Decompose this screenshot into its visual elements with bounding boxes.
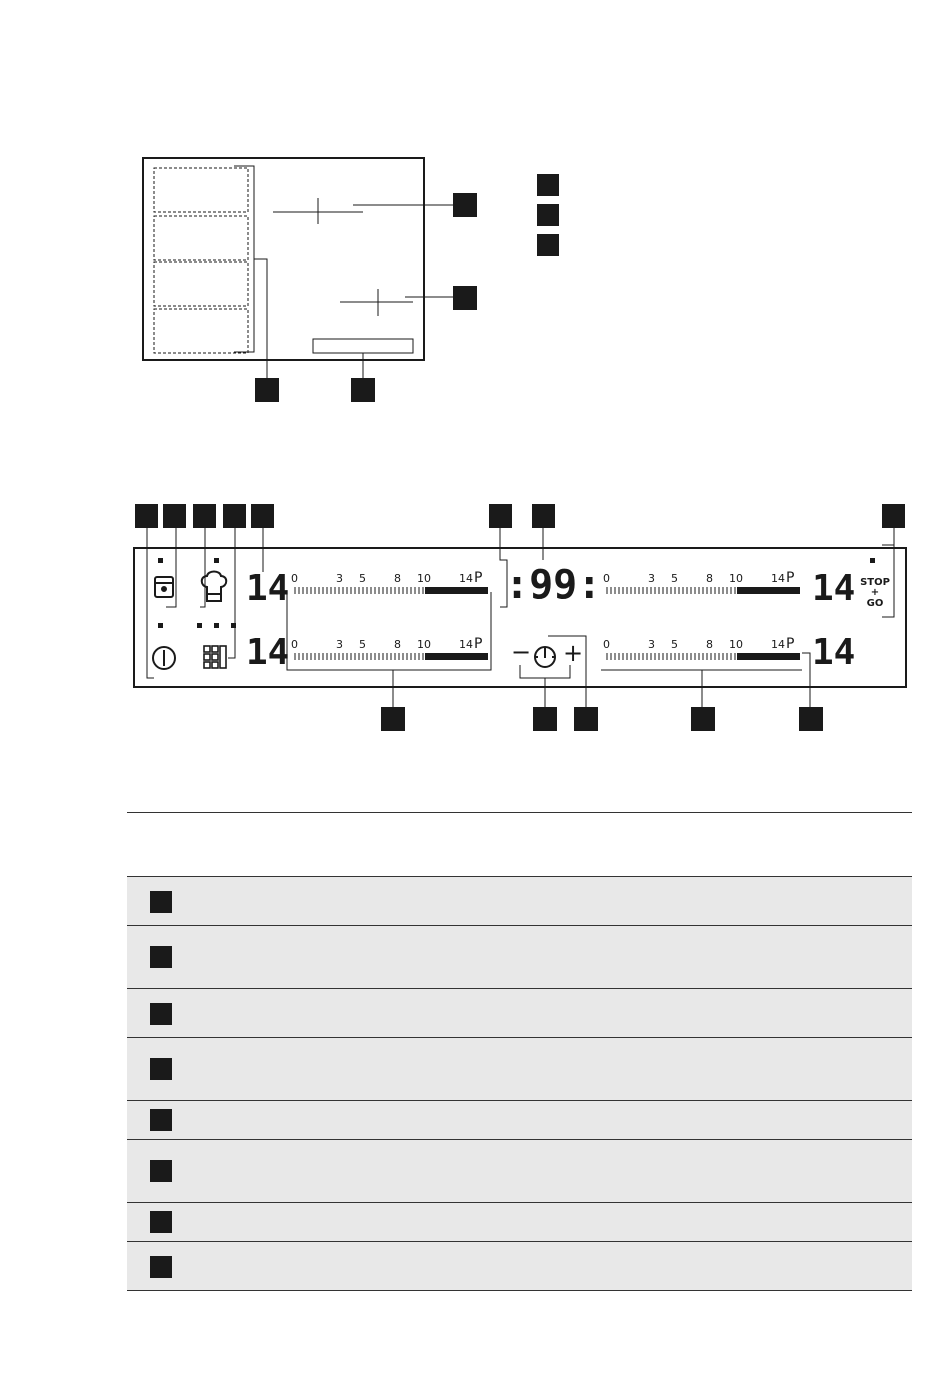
power-level-display: 14 [812, 632, 856, 673]
marker-top-6 [489, 504, 512, 528]
heat-scale-label: 8 [706, 638, 713, 651]
zone-1 [154, 168, 248, 212]
stop-go-label-top[interactable]: STOP [860, 577, 890, 588]
power-level-display: 14 [246, 632, 290, 673]
control-panel-diagram [0, 490, 950, 740]
cooking-zones-icon [204, 646, 226, 668]
heat-scale-label: 8 [394, 572, 401, 585]
legend-marker-2 [537, 204, 559, 226]
crosshair-2 [340, 289, 453, 316]
heat-scale-label: P [786, 570, 795, 586]
table-row [127, 989, 912, 1038]
zone-4 [154, 309, 248, 353]
marker-bottom-2 [533, 707, 557, 731]
timer-icon [535, 647, 555, 667]
marker-2 [453, 286, 477, 310]
heat-scale[interactable] [295, 653, 488, 660]
functions-table [127, 812, 912, 1291]
timer-display: :99: [505, 562, 602, 608]
crosshair-1 [273, 198, 453, 224]
zones-bracket [234, 166, 254, 352]
heat-scale-label: 5 [671, 572, 678, 585]
marker-top-4 [223, 504, 246, 528]
marker-bottom-3 [574, 707, 598, 731]
heat-scale-label: 8 [394, 638, 401, 651]
heat-scale-label: P [786, 636, 795, 652]
heat-scale-bar [737, 587, 800, 594]
timer-plus-button[interactable]: + [563, 639, 584, 667]
table-row [127, 1038, 912, 1101]
table-row [127, 926, 912, 989]
heat-scale-label: 14 [459, 638, 473, 651]
heat-scale-label: 14 [771, 572, 785, 585]
marker-top-3 [193, 504, 216, 528]
heat-scale-bar [425, 587, 488, 594]
heat-scale-label: P [474, 636, 483, 652]
heat-scale-label: 10 [729, 638, 743, 651]
heat-scale-label: 3 [336, 572, 343, 585]
heat-scale-label: 5 [359, 638, 366, 651]
marker-top-8 [882, 504, 905, 528]
heat-scale-label: P [474, 570, 483, 586]
heat-scale-bar [425, 653, 488, 660]
marker-1 [453, 193, 477, 217]
heat-scale-label: 3 [648, 572, 655, 585]
heat-scale[interactable] [607, 587, 800, 594]
zone-3 [154, 262, 248, 306]
heat-scale[interactable] [295, 587, 488, 594]
marker-top-2 [163, 504, 186, 528]
callout-zones [254, 259, 267, 380]
heat-scale-label: 14 [459, 572, 473, 585]
heat-scale-label: 5 [671, 638, 678, 651]
heat-scale-label: 0 [291, 638, 298, 651]
table-row [127, 1140, 912, 1203]
heat-scale-label: 10 [729, 572, 743, 585]
top-markers [135, 504, 905, 528]
heat-scale-label: 3 [336, 638, 343, 651]
legend-marker-3 [537, 234, 559, 256]
marker-bottom-5 [799, 707, 823, 731]
heat-scale-label: 14 [771, 638, 785, 651]
marker-top-1 [135, 504, 158, 528]
table-row [127, 1101, 912, 1140]
cooking-zones [154, 168, 248, 353]
table-row [127, 1242, 912, 1291]
heat-scale-label: 10 [417, 572, 431, 585]
marker-3 [255, 378, 279, 402]
marker-bottom-1 [381, 707, 405, 731]
zone-2 [154, 216, 248, 260]
hob-layout-diagram [0, 0, 950, 420]
heat-scale-label: 10 [417, 638, 431, 651]
heat-scale-label: 0 [603, 638, 610, 651]
table-header-row [127, 813, 912, 877]
table-row [127, 1203, 912, 1242]
heat-scale-label: 0 [603, 572, 610, 585]
stop-go-label-bottom[interactable]: GO [866, 598, 884, 609]
power-icon [153, 647, 175, 669]
table-row [127, 877, 912, 926]
stop-go-label-plus[interactable]: + [870, 587, 880, 598]
power-level-display: 14 [812, 568, 856, 609]
legend-marker-1 [537, 174, 559, 196]
lock-icon [155, 577, 173, 597]
marker-4 [351, 378, 375, 402]
hob-outline [143, 158, 424, 360]
heat-scale-bar [737, 653, 800, 660]
control-panel-outline [313, 339, 413, 353]
marker-top-5 [251, 504, 274, 528]
heat-scale-label: 0 [291, 572, 298, 585]
marker-bottom-4 [691, 707, 715, 731]
heat-scale-label: 8 [706, 572, 713, 585]
power-level-display: 14 [246, 568, 290, 609]
timer-minus-button[interactable]: − [511, 638, 532, 666]
marker-top-7 [532, 504, 555, 528]
heat-scale-label: 5 [359, 572, 366, 585]
heat-scale-label: 3 [648, 638, 655, 651]
heat-scale[interactable] [607, 653, 800, 660]
